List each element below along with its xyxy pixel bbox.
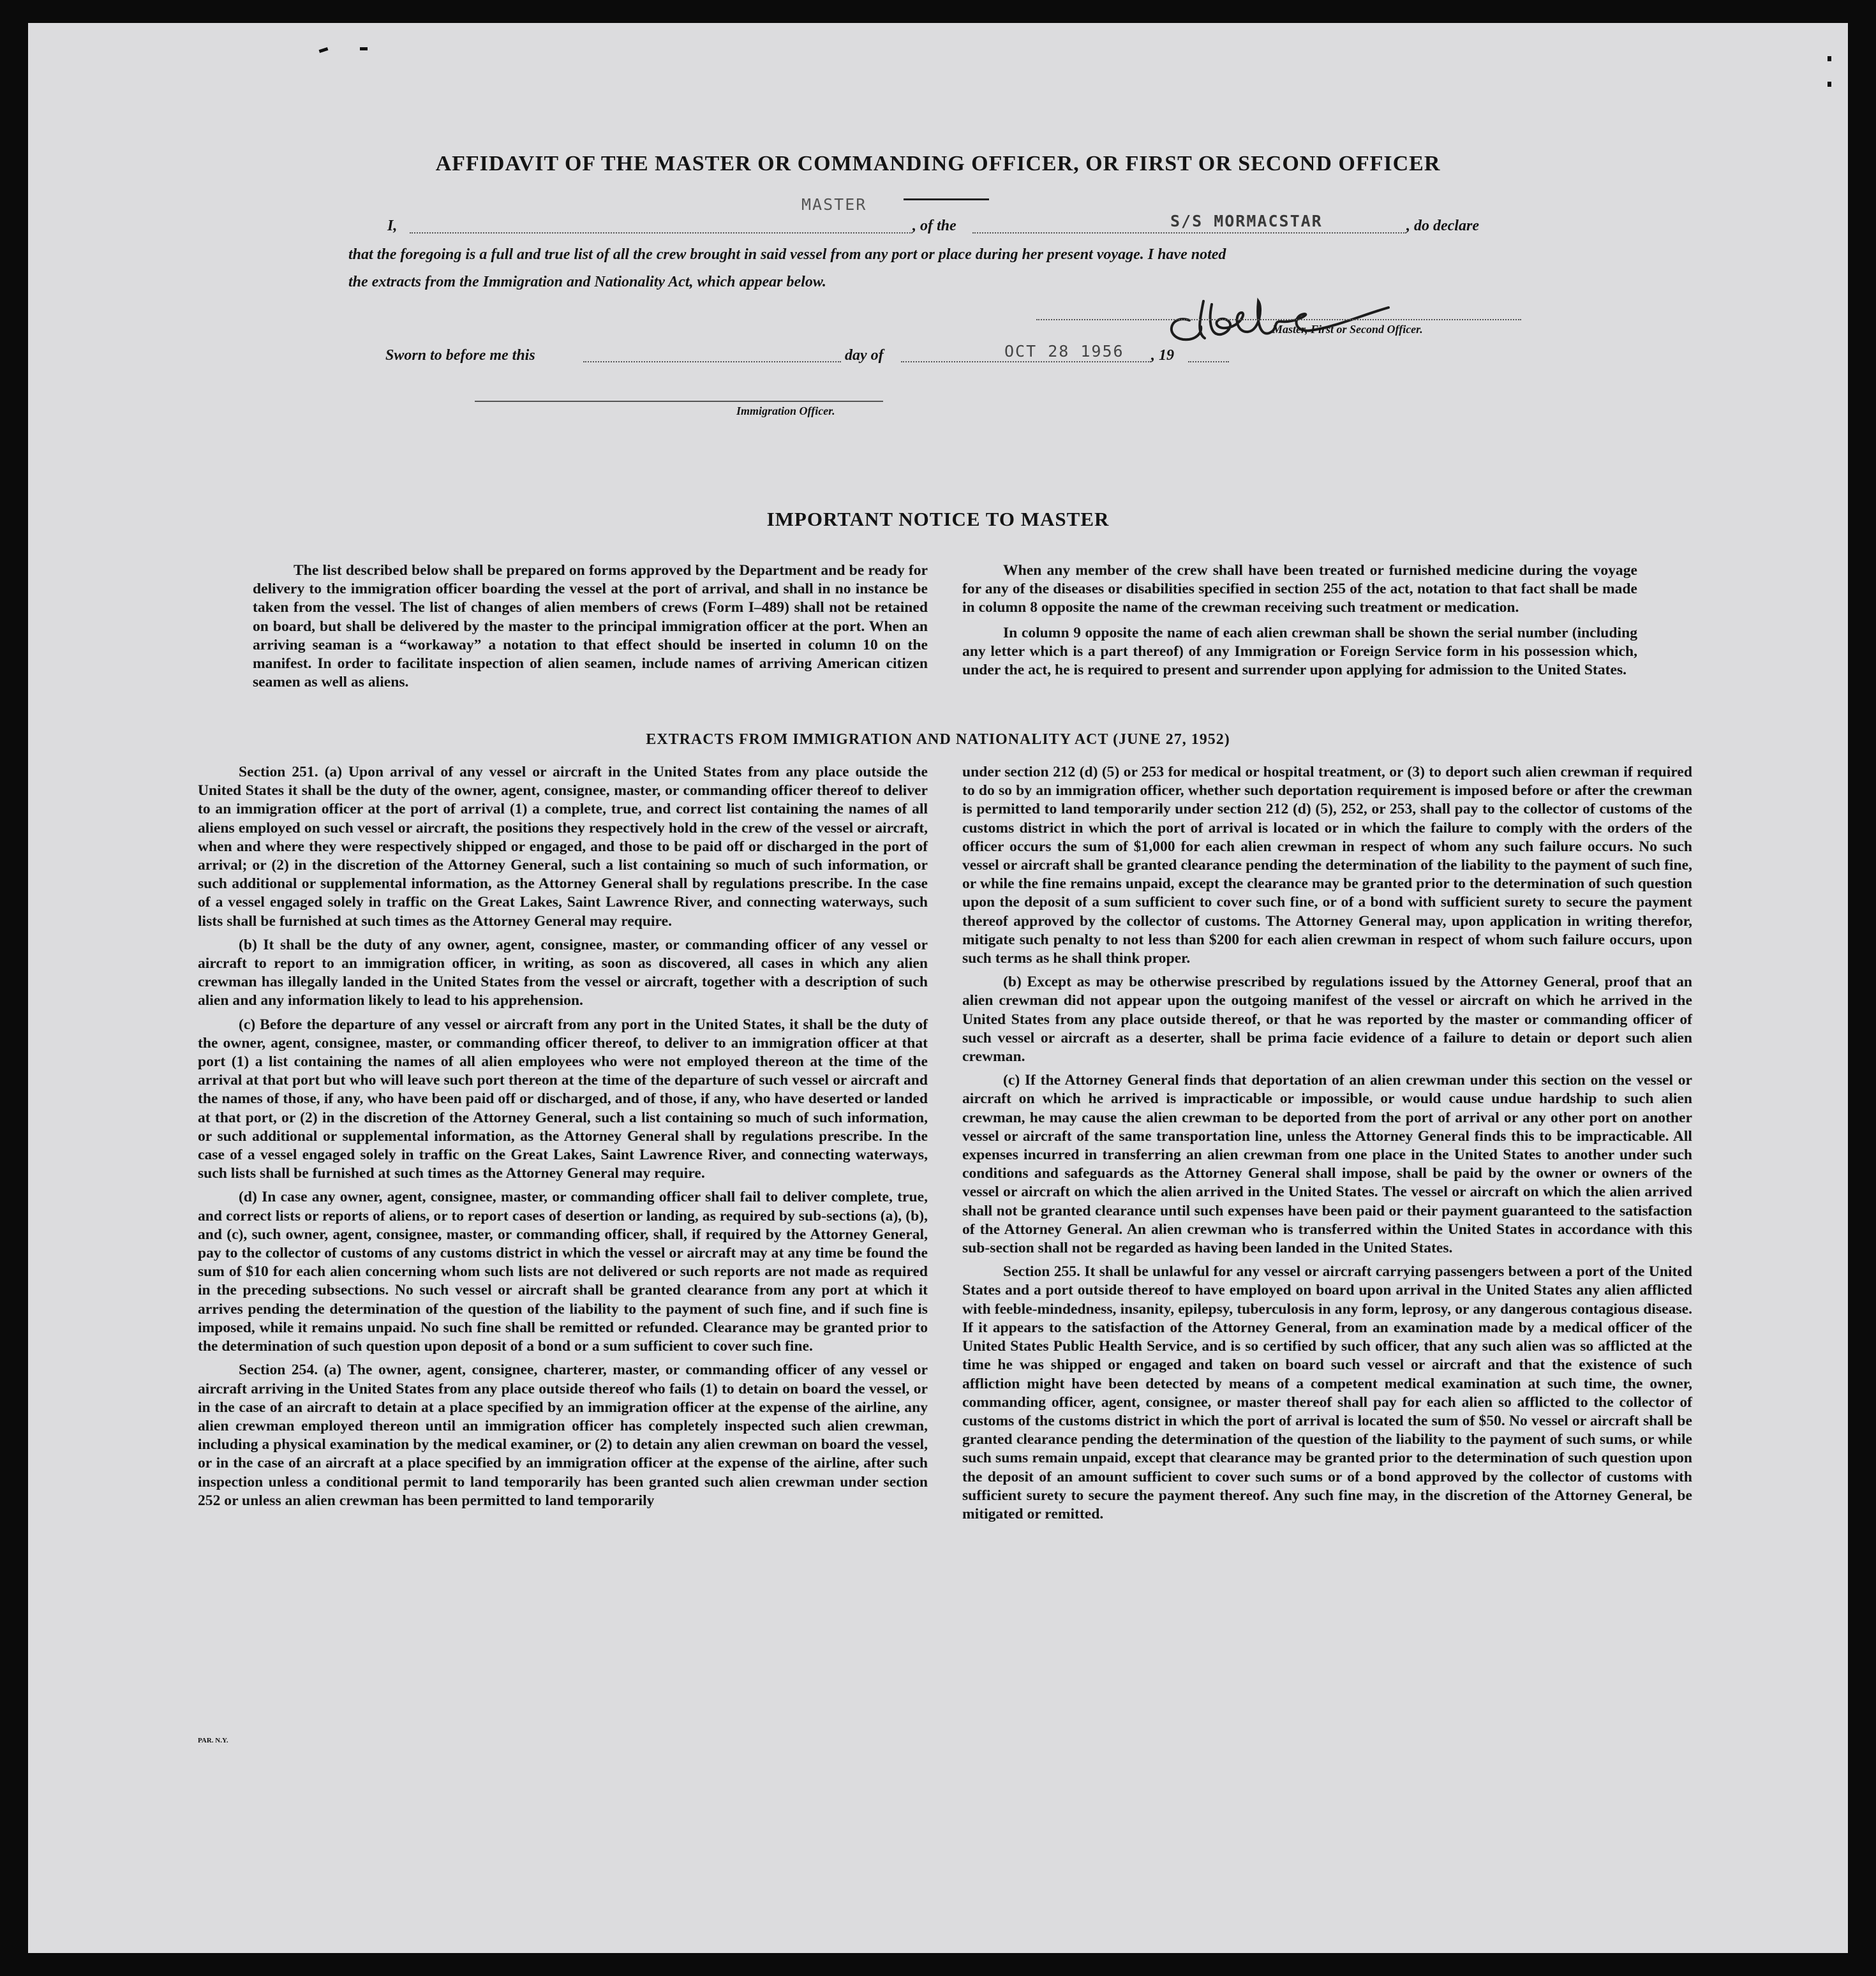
notice-left-column	[253, 561, 928, 692]
extracts-title: EXTRACTS FROM IMMIGRATION AND NATIONALITY ACT (JUNE 27, 1952)	[646, 731, 1230, 748]
affidavit-title: AFFIDAVIT OF THE MASTER OR COMMANDING OFFICER, OR FIRST OR SECOND OFFICER	[435, 152, 1441, 175]
scan-mark	[1828, 56, 1831, 61]
extract-paragraph: Section 254. (a) The owner, agent, consignee, charterer, master, or commanding officer of any vessel or aircraft arriving in the United States from any place outside thereof who fails (1) to detain on board the vessel, or in the case of an aircraft to detain at a place specified by an immigration officer at the expense of the airline, any alien crewman employed thereon until an immigration officer has completely inspected such alien crewman, including a physical examination by the medical examiner, or (2) to detain any alien crewman on board the vessel, or in the case of an aircraft at a place specified by an immigration officer at the expense of the airline, after such inspection unless a conditional permit to land temporarily has been granted such alien crewman under section 252 or unless an alien crewman has been permitted to land temporarily	[198, 1362, 928, 1509]
printer-mark: PAR. N.Y.	[198, 1737, 228, 1744]
do-declare-label: , do declare	[1406, 218, 1479, 234]
typed-vessel: S/S MORMACSTAR	[1170, 212, 1323, 230]
officer-signature-line	[475, 401, 883, 402]
officer-caption: Immigration Officer.	[736, 405, 835, 417]
sworn-label: Sworn to before me this	[385, 347, 535, 364]
declaration-prefix: I,	[387, 218, 398, 234]
extract-paragraph: (b) It shall be the duty of any owner, agent, consignee, master, or commanding officer of any vessel or aircraft to report to an immigration officer, in writing, as soon as discovered, all cases in which any alien crewman has illegally landed in the United States from the vessel or aircraft, together with a description of such alien and any information likely to lead to his apprehension.	[198, 936, 928, 1009]
scan-mark	[1828, 82, 1831, 87]
extract-paragraph: Section 255. It shall be unlawful for any vessel or aircraft carrying passengers between a port of the United States and a port outside thereof to have employed on board upon arrival in the United States any alien afflicted with feeble-mindedness, insanity, epilepsy, tuberculosis in any form, leprosy, or any dangerous contagious disease. If it appears to the satisfaction of the Attorney General, from an examination made by a medical officer of the United States Public Health Service, and is so certified by such officer, that any such alien was so afflicted at the time he was shipped or engaged and taken on board such vessel or aircraft and that the existence of such affliction might have been detected by means of a competent medical examination at such time, the owner, commanding officer, agent, consignee, or master thereof shall pay for each alien so afflicted to the collector of customs of the customs district in which the port of arrival is located the sum of $50. No vessel or aircraft shall be granted clearance pending the determination of the question of the liability to the payment of such sums, or while such sums remain unpaid, except that clearance may be granted prior to the determination of such question upon the deposit of an amount sufficient to cover such sums or of a bond approved by the collector of customs with sufficient surety to secure the payment thereof. Any such fine may, in the discretion of the Attorney General, be mitigated or remitted.	[962, 1263, 1692, 1522]
declaration-line-3: the extracts from the Immigration and Nationality Act, which appear below.	[348, 274, 826, 290]
notice-title: IMPORTANT NOTICE TO MASTER	[766, 508, 1110, 530]
scan-mark	[360, 47, 368, 50]
notice-paragraph: In column 9 opposite the name of each alien crewman shall be shown the serial number (including any letter which is a part thereof) of any Immigration or Foreign Service form in his possession which, under the act, he is required to present and surrender upon applying for admission to the United States.	[962, 624, 1637, 679]
scan-mark	[319, 47, 329, 53]
name-blank	[410, 232, 912, 234]
day-of-label: day of	[845, 347, 884, 364]
extract-paragraph: (c) If the Attorney General finds that deportation of an alien crewman under this section on the vessel or aircraft on which he arrived is impracticable or impossible, or would cause undue hardship to such alien crewman, he may cause the alien crewman to be deported from the port of arrival or any other port on another vessel or aircraft of the same transportation line, unless the Attorney General finds this to be impracticable. All expenses incurred in transferring an alien crewman from one place in the United States to another under such conditions and safeguards as the Attorney General shall impose, shall be paid by the owner or owners of the vessel or aircraft on which the alien arrived in the United States. The vessel or aircraft on which the alien arrived shall not be granted clearance until such expenses have been paid or their payment guaranteed to the satisfaction of the Attorney General. An alien crewman who is transferred within the United States in accordance with this sub-section shall not be regarded as having been landed in the United States.	[962, 1072, 1692, 1257]
sworn-day-blank	[583, 361, 841, 362]
extracts-right-column	[962, 763, 1692, 1524]
notice-paragraph: The list described below shall be prepared on forms approved by the Department and be ready for delivery to the immigration officer boarding the vessel at the port of arrival, and shall in no instance be taken from the vessel. The list of changes of alien members of crews (Form I–489) shall not be retained on board, but shall be delivered by the master to the principal immigration officer at the port. When an arriving seaman is a “workaway” a notation to that effect should be inserted in column 10 on the manifest. In order to facilitate inspection of alien seamen, include names of arriving American citizen seamen as well as aliens.	[253, 562, 928, 691]
sworn-month-blank	[901, 361, 1151, 362]
year-label: , 19	[1151, 347, 1174, 364]
typed-rank: MASTER	[801, 195, 867, 214]
extract-paragraph: (d) In case any owner, agent, consignee, master, or commanding officer shall fail to deliver complete, true, and correct lists or reports of aliens, or to report cases of desertion or landing, as required by sub-sections (a), (b), and (c), such owner, agent, consignee, master, or commanding officer, shall, if required by the Attorney General, pay to the collector of customs of any customs district in which the vessel or aircraft may at any time be found the sum of $10 for each alien concerning whom such lists are not delivered or such reports are not made as required in the preceding subsections. No such vessel or aircraft shall be granted clearance from any port at which it arrives pending the determination of the question of the liability to the payment of such fine, and if such fine is imposed, while it remains unpaid. No such fine shall be remitted or refunded. Clearance may be granted prior to the determination of such question upon deposit of a bond or a sum sufficient to cover such fine.	[198, 1189, 928, 1355]
signature-blank	[1036, 319, 1521, 320]
typed-date: OCT 28 1956	[1004, 342, 1124, 360]
notice-right-column	[962, 561, 1637, 680]
declaration-line-2: that the foregoing is a full and true list of all the crew brought in said vessel from any port or place during her present voyage. I have noted	[348, 246, 1226, 263]
year-blank	[1188, 361, 1229, 362]
of-the-label: , of the	[912, 218, 957, 234]
vessel-blank	[972, 232, 1406, 234]
extract-paragraph: Section 251. (a) Upon arrival of any vessel or aircraft in the United States from any place outside the United States it shall be the duty of the owner, agent, consignee, master, or commanding officer thereof to deliver to an immigration officer at the port of arrival (1) a complete, true, and correct list containing the names of all aliens employed on such vessel or aircraft, the positions they respectively hold in the crew of the vessel or aircraft, when and where they were respectively shipped or engaged, and those to be paid off or discharged in the port of arrival; or (2) in the discretion of the Attorney General, such a list containing so much of such information, or such additional or supplemental information, as the Attorney General shall by regulations prescribe. In the case of a vessel engaged solely in traffic on the Great Lakes, Saint Lawrence River, and connecting waterways, such lists shall be furnished at such times as the Attorney General may require.	[198, 764, 928, 930]
extract-paragraph: under section 212 (d) (5) or 253 for medical or hospital treatment, or (3) to deport such alien crewman if required to do so by an immigration officer, whether such deportation requirement is imposed before or after the crewman is permitted to land temporarily under section 212 (d) (5), 252, or 253, shall pay to the collector of customs of the customs district in which the port of arrival is located or in which the failure to comply with the orders of the officer occurs the sum of $1,000 for each alien crewman in respect of whom any such failure occurs. No such vessel or aircraft shall be granted clearance pending the determination of the liability to the payment of such fine, or while the fine remains unpaid, except the clearance may be granted prior to the determination of such question upon the deposit of a sum sufficient to cover such fine, or of a bond with sufficient surety to secure the payment thereof approved by the collector of customs. The Attorney General may, upon application in writing therefor, mitigate such penalty to not less than $200 for each alien crewman in respect of whom such failure occurs, upon such terms as he shall think proper.	[962, 764, 1692, 967]
extracts-left-column	[198, 763, 928, 1510]
extract-paragraph: (b) Except as may be otherwise prescribed by regulations issued by the Attorney General, proof that an alien crewman did not appear upon the outgoing manifest of the vessel or aircraft on which he arrived in the United States from any place outside thereof, or that he was reported by the master or commanding officer of such vessel or aircraft as a deserter, shall be prima facie evidence of a failure to detain or deport such alien crewman.	[962, 974, 1692, 1066]
master-signature	[1151, 276, 1406, 352]
title-divider	[904, 198, 989, 200]
document-page	[28, 23, 1848, 1953]
signature-caption: Master, First or Second Officer.	[1272, 323, 1423, 336]
extract-paragraph: (c) Before the departure of any vessel or aircraft from any port in the United States, it shall be the duty of the owner, agent, consignee, master, or commanding officer thereof, to deliver to an immigration officer at that port (1) a list containing the names of all alien employees who were not employed thereon at the time of the arrival at that port but who will leave such port thereon at the time of the departure of such vessel or aircraft and the names of those, if any, who have been paid off or discharged, and of those, if any, who have deserted or landed at that port, or (2) in the discretion of the Attorney General, such a list containing so much of such information, or such additional or supplemental information, as the Attorney General shall by regulations prescribe. In the case of a vessel engaged solely in traffic on the Great Lakes, Saint Lawrence River, and connecting waterways, such lists shall be furnished at such times as the Attorney General may require.	[198, 1016, 928, 1182]
notice-paragraph: When any member of the crew shall have been treated or furnished medicine during the voyage for any of the diseases or disabilities specified in section 255 of the act, notation to that fact shall be made in column 8 opposite the name of the crewman receiving such treatment or medication.	[962, 562, 1637, 616]
